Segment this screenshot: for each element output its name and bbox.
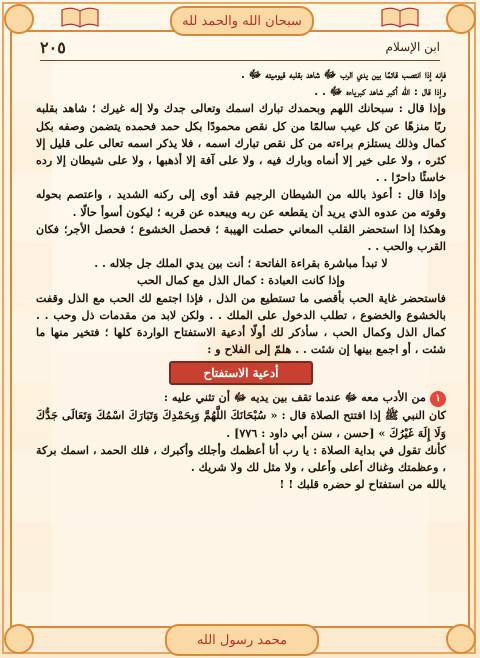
paragraph: وإذا قال : أعوذ بالله من الشيطان الرجيم فقد أوى إلى ركنه الشديد ، واعتصم بحوله وقوته من عدوه الذي يريد أن يقطعه عن ربه ويبعده عن قربه ؛ ليكون أسوأ حالًا . [36, 187, 446, 219]
corner-ornament-top-right [446, 4, 476, 34]
paragraph: كأنك تقول في بداية الصلاة : يا رب أنا أعظمك وأجلك وأكبرك ، فلك الحمد ، اسمك بركة ، وعظمتك وغناك أعلى وأعلى ، ولا مثل لك ولا شريك . [36, 442, 446, 475]
item-number-badge: ١ [430, 391, 446, 407]
paragraph: وإذا كانت العبادة : كمال الذل مع كمال الحب [136, 273, 346, 288]
corner-ornament-bottom-right [446, 624, 476, 654]
top-banner-text: سبحان الله والحمد لله [182, 13, 302, 29]
corner-ornament-bottom-left [4, 624, 34, 654]
page-number: ٢٠٥ [40, 38, 66, 57]
paragraph: لا تبدأ مباشرة بقراءة الفاتحة ؛ أنت بين يدي الملك جل جلاله . . [94, 256, 388, 271]
paragraph: وإذا قال : الله أكبر شاهد كبرياءه ﷻ . . [314, 84, 446, 99]
bottom-banner [165, 624, 319, 656]
paragraph: فإنه إذا انتصب قائمًا بين يدي الرب ﷻ شاهد بقلبه قيوميته ﷻ . [241, 67, 446, 81]
paragraph-text: من الأدب معه ﷻ عندما تقف بين يديه ﷻ أن تثني عليه : [163, 390, 426, 405]
open-book-icon [380, 6, 420, 28]
running-head: ابن الإسلام [385, 40, 440, 54]
paragraph: وهكذا إذا استحضر القلب المعاني حصلت الهيبة ؛ فحصل الخشوع ؛ فحصل الأجر؛ فكان القرب والحب . . [36, 221, 446, 254]
corner-ornament-top-left [4, 4, 34, 34]
open-book-icon [60, 6, 100, 28]
paragraph: فاستحضر غاية الحب بأقصى ما تستطيع من الذل ، فإذا اجتمع لك الحب مع الذل وقفت بالخشوع والخضوع ، تطلب الدخول على الملك . . ولكن لابد من مقدمات ذل وحب . . كمال الذل وكمال الحب ، سأذكر لك أولًا أدعية الاستفتاح الواردة كلها ؛ فتخير منها ما شئت ، أو اجمع بينها إن شئت . . هلمّ إلى الفلاح و : [36, 290, 446, 357]
body-text [36, 66, 446, 493]
top-banner [170, 6, 314, 36]
paragraph: كان النبي ﷺ إذا افتتح الصلاة قال : « سُبْحَانَكَ اللَّهُمَّ وَبِحَمْدِكَ وَتَبَارَكَ اسْمُكَ وَتَعَالَى جَدُّكَ وَلَا إِلَهَ غَيْرُكَ » [حسن ، سنن أبي داود : ٧٧٦] . [36, 408, 446, 440]
page-header [40, 38, 440, 61]
bottom-banner-text: محمد رسول الله [196, 632, 288, 648]
paragraph: وإذا قال : سبحانك اللهم وبحمدك تبارك اسمك وتعالى جدك ولا إله غيرك ؛ شاهد بقلبه ربًا منزهًا عن كل عيب سالمًا من كل نقص محمودًا بكل حمد فحمده يتضمن وصفه بكل كمال وذلك يستلزم براءته من كل نقص تبارك اسمه ، فلا يذكر اسمه تعالى على قليل إلا كثره ، ولا على خير إلا أنماه وبارك فيه ، ولا على آفة إلا أذهبها ، ولا على شيطان إلا رده خاسئًا داحرًا . . [36, 101, 446, 185]
paragraph [36, 389, 446, 407]
section-title: أدعية الاستفتاح [169, 361, 313, 385]
paragraph: يالله من استفتاح لو حضره قلبك ! ! [279, 477, 446, 492]
